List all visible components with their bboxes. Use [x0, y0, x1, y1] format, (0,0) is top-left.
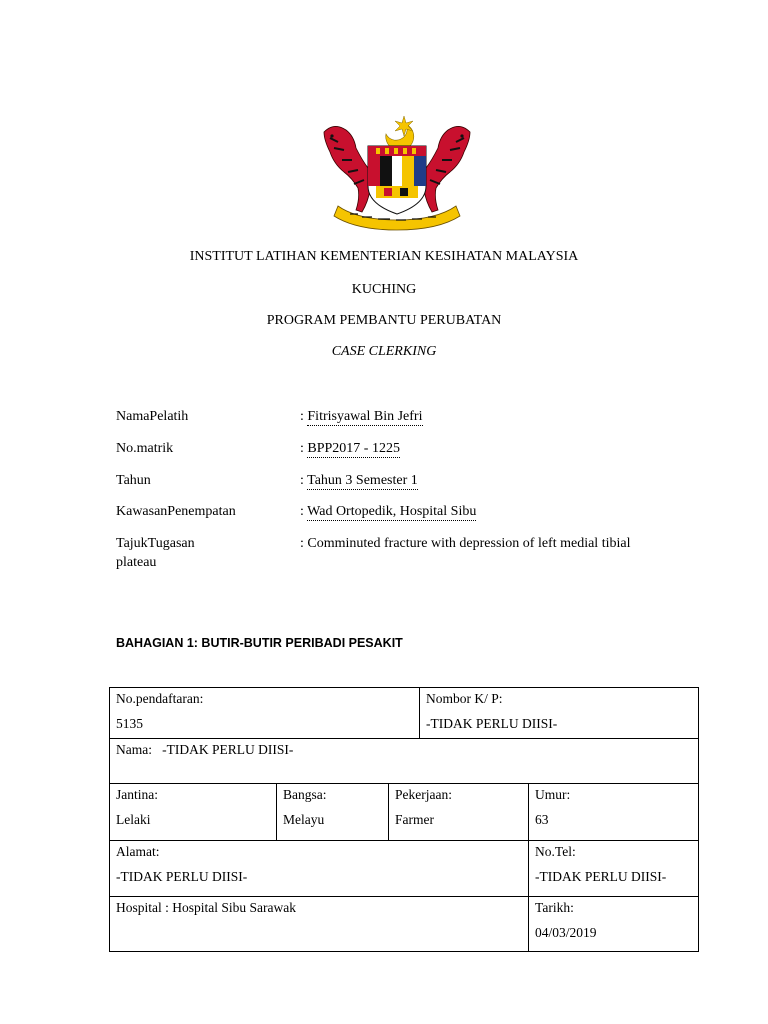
placement-field [300, 503, 476, 521]
trainee-name-label: NamaPelatih [116, 409, 189, 424]
malaysia-coat-of-arms-icon [316, 114, 478, 232]
age-label: Umur: [535, 787, 571, 802]
year-label: Tahun [116, 473, 151, 488]
document-title: CASE CLERKING [331, 344, 437, 359]
occupation-value: Farmer [395, 812, 434, 827]
right-tiger-icon [423, 126, 470, 212]
date-cell [529, 897, 699, 952]
assignment-title-value: Comminuted fracture with depression of left medial tibial [307, 536, 631, 551]
hospital-cell [110, 897, 529, 952]
patient-name-label: Nama: [116, 742, 152, 757]
institute-title: INSTITUT LATIHAN KEMENTERIAN KESIHATAN MALAYSIA [189, 249, 579, 264]
address-label: Alamat: [116, 844, 160, 859]
date-label: Tarikh: [535, 900, 574, 915]
table-row [110, 897, 699, 952]
matric-label: No.matrik [116, 441, 174, 456]
program-title: PROGRAM PEMBANTU PERUBATAN [266, 313, 502, 328]
gender-value: Lelaki [116, 812, 151, 827]
hospital-value: Hospital Sibu Sarawak [172, 900, 296, 915]
assignment-title-field [300, 535, 630, 553]
race-label: Bangsa: [283, 787, 327, 802]
patient-name-value: -TIDAK PERLU DIISI- [162, 742, 294, 757]
hospital-line [116, 899, 522, 917]
trainee-name-value: Fitrisyawal Bin Jefri [307, 409, 423, 424]
hospital-label: Hospital : [116, 900, 173, 915]
section-title: BAHAGIAN 1: BUTIR-BUTIR PERIBADI PESAKIT [116, 636, 403, 650]
placement-value: Wad Ortopedik, Hospital Sibu [307, 504, 477, 519]
table-row [110, 784, 699, 841]
patient-details-table [109, 687, 699, 952]
address-value: -TIDAK PERLU DIISI- [116, 869, 248, 884]
table-row [110, 688, 699, 739]
matric-field [300, 440, 400, 458]
left-tiger-icon [324, 126, 371, 212]
ic-number-cell [420, 688, 699, 739]
age-value: 63 [535, 812, 549, 827]
age-cell [529, 784, 699, 841]
occupation-cell [389, 784, 529, 841]
placement-label: KawasanPenempatan [116, 504, 236, 519]
gender-cell [110, 784, 277, 841]
shield-icon [368, 146, 426, 214]
assignment-title-continuation: plateau [116, 555, 157, 570]
trainee-name-field [300, 408, 423, 426]
registration-label: No.pendaftaran: [116, 691, 204, 706]
patient-name-line [116, 741, 692, 759]
ic-number-label: Nombor K/ P: [426, 691, 503, 706]
race-value: Melayu [283, 812, 325, 827]
matric-value: BPP2017 - 1225 [307, 441, 400, 456]
table-row [110, 841, 699, 897]
phone-label: No.Tel: [535, 844, 576, 859]
separator: : [300, 473, 308, 488]
table-row [110, 739, 699, 784]
location-title: KUCHING [351, 282, 417, 297]
patient-name-cell [110, 739, 699, 784]
address-cell [110, 841, 529, 897]
registration-cell [110, 688, 420, 739]
phone-cell [529, 841, 699, 897]
race-cell [277, 784, 389, 841]
ic-number-value: -TIDAK PERLU DIISI- [426, 716, 558, 731]
separator: : [300, 504, 308, 519]
year-value: Tahun 3 Semester 1 [307, 473, 418, 488]
date-value: 04/03/2019 [535, 925, 597, 940]
phone-value: -TIDAK PERLU DIISI- [535, 869, 667, 884]
separator: : [300, 441, 308, 456]
gender-label: Jantina: [116, 787, 158, 802]
separator: : [300, 536, 308, 551]
occupation-label: Pekerjaan: [395, 787, 452, 802]
registration-value: 5135 [116, 716, 143, 731]
year-field [300, 472, 418, 490]
separator: : [300, 409, 308, 424]
assignment-title-label: TajukTugasan [116, 536, 195, 551]
